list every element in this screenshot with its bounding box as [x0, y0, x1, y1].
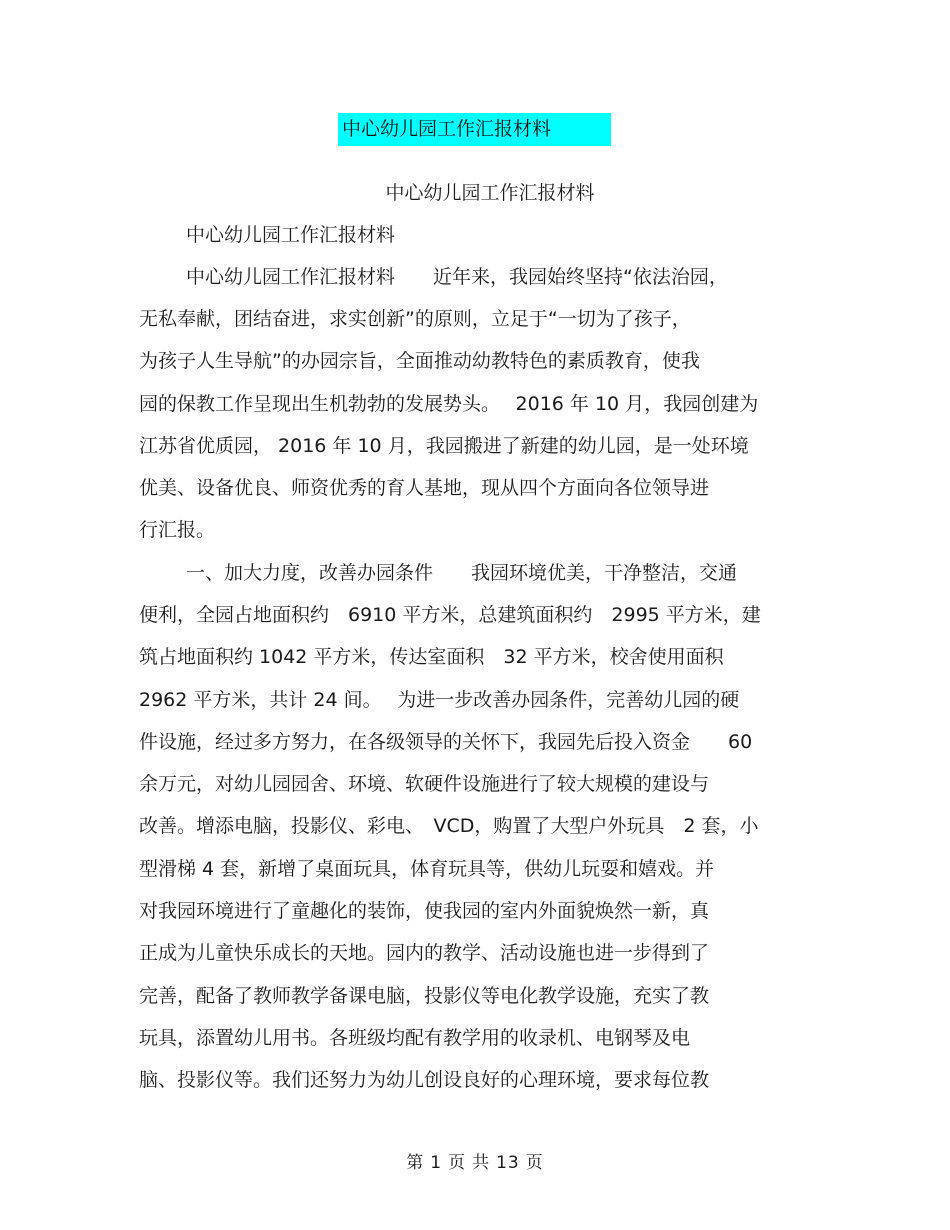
text-line: 对我园环境进行了童趣化的装饰，使我园的室内外面貌焕然一新，真: [139, 900, 710, 922]
highlighted-title: 中心幼儿园工作汇报材料: [338, 113, 611, 146]
text-line: 筑占地面积约 1042 平方米，传达室面积 32 平方米，校舍使用面积: [139, 646, 724, 668]
text-line: 余万元，对幼儿园园舍、环境、软硬件设施进行了较大规模的建设与: [139, 773, 710, 795]
text-line: 便利，全园占地面积约 6910 平方米，总建筑面积约 2995 平方米，建: [139, 604, 761, 626]
text-line: 行汇报。: [139, 519, 216, 541]
text-line: 园的保教工作呈现出生机勃勃的发展势头。 2016 年 10 月，我园创建为: [139, 393, 759, 415]
text-line: 优美、设备优良、师资优秀的育人基地，现从四个方面向各位领导进: [139, 477, 710, 499]
footer-total-prefix: 共: [472, 1153, 491, 1173]
footer-current-page: 1: [430, 1153, 443, 1173]
text-line: 脑、投影仪等。我们还努力为幼儿创设良好的心理环境，要求每位教: [139, 1069, 710, 1091]
text-line: 一、加大力度，改善办园条件 我园环境优美，干净整洁，交通: [186, 562, 738, 584]
page-footer: [0, 1150, 950, 1176]
text-line: 件设施，经过多方努力，在各级领导的关怀下，我园先后投入资金 60: [139, 731, 753, 753]
footer-page-prefix: 第: [406, 1153, 425, 1173]
text-line: 中心幼儿园工作汇报材料: [186, 224, 396, 246]
text-line: 完善，配备了教师教学备课电脑，投影仪等电化教学设施，充实了教: [139, 985, 710, 1007]
text-line: 玩具，添置幼儿用书。各班级均配有教学用的收录机、电钢琴及电: [139, 1027, 691, 1049]
text-line: 江苏省优质园， 2016 年 10 月，我园搬进了新建的幼儿园，是一处环境: [139, 435, 749, 457]
text-line: 正成为儿童快乐成长的天地。园内的教学、活动设施也进一步得到了: [139, 942, 710, 964]
text-line: 型滑梯 4 套，新增了桌面玩具，体育玩具等，供幼儿玩耍和嬉戏。并: [139, 858, 715, 880]
text-line: 中心幼儿园工作汇报材料 近年来，我园始终坚持“依法治园，: [186, 266, 728, 288]
text-line: 无私奉献，团结奋进，求实创新”的原则，立足于“一切为了孩子，: [139, 308, 691, 330]
footer-page-suffix: 页: [525, 1153, 544, 1173]
footer-page-mid: 页: [448, 1153, 467, 1173]
document-subtitle: 中心幼儿园工作汇报材料: [385, 182, 595, 204]
text-line: 2962 平方米，共计 24 间。 为进一步改善办园条件，完善幼儿园的硬: [139, 689, 740, 711]
text-line: 改善。增添电脑，投影仪、彩电、 VCD，购置了大型户外玩具 2 套，小: [139, 815, 759, 837]
footer-total-pages: 13: [496, 1153, 520, 1173]
text-line: 为孩子人生导航”的办园宗旨，全面推动幼教特色的素质教育，使我: [139, 350, 700, 372]
